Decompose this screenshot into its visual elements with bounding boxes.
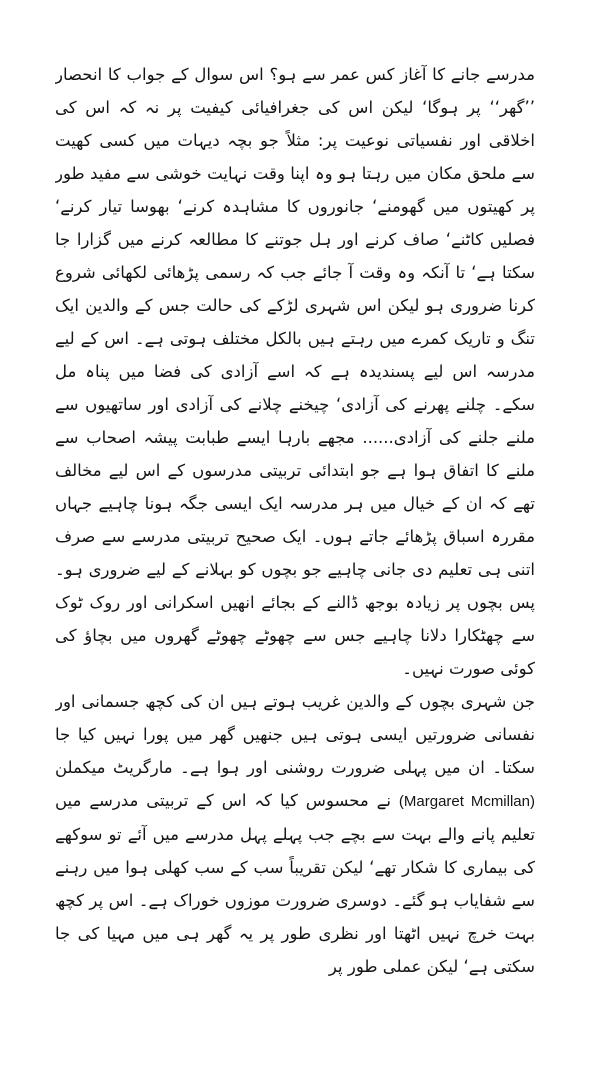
paragraph-2: [55, 685, 535, 983]
paragraph-2-text-after-name: نے محسوس کیا کہ اس کے تربیتی مدرسے میں تعلیم پانے والے بہت سے بچے جب پہلے پہل مدرسے میں آئے تو سوکھے کی بیماری کا شکار تھے‘ لیکن تقریباً سب کے سب کھلی ہوا میں رہنے سے شفایاب ہو گئے۔ دوسری ضرورت موزوں خوراک ہے۔ اس پر کچھ بہت خرچ نہیں اٹھتا اور نظری طور پر یہ گھر ہی میں مہیا کی جا سکتی ہے‘ لیکن عملی طور پر: [55, 791, 535, 976]
english-name: (Margaret Mcmillan): [398, 793, 535, 810]
paragraph-2-text-before-name: جن شہری بچوں کے والدین غریب ہوتے ہیں ان کی کچھ جسمانی اور نفسانی ضرورتیں ایسی ہوتی ہیں جنھیں گھر میں پورا نہیں کیا جا سکتا۔ ان میں پہلی ضرورت روشنی اور ہوا ہے۔ مارگریٹ میکملن: [55, 692, 535, 777]
document-body: [55, 58, 535, 983]
paragraph-1: مدرسے جانے کا آغاز کس عمر سے ہو؟ اس سوال کے جواب کا انحصار ’’گھر‘‘ پر ہوگا‘ لیکن اس کی جغرافیائی کیفیت پر نہ کہ اس کی اخلاقی اور نفسیاتی نوعیت پر: مثلاً جو بچہ دیہات میں کسی کھیت سے ملحق مکان میں رہتا ہو وہ اپنا وقت نہایت خوشی سے مفید طور پر کھیتوں میں گھومنے‘ جانوروں کا مشاہدہ کرنے‘ بھوسا تیار کرنے‘ فصلیں کاٹنے‘ صاف کرنے اور ہل جوتنے کا مطالعہ کرنے میں گزارا جا سکتا ہے‘ تا آنکہ وہ وقت آ جائے جب کہ رسمی پڑھائی لکھائی شروع کرنا ضروری ہو لیکن اس شہری لڑکے کی حالت جس کے والدین ایک تنگ و تاریک کمرے میں رہتے ہیں بالکل مختلف ہوتی ہے۔ اس کے لیے مدرسہ اس لیے پسندیدہ ہے کہ اسے آزادی کی فضا میں پناہ مل سکے۔ چلنے پھرنے کی آزادی‘ چیخنے چلانے کی آزادی اور ساتھیوں سے ملنے جلنے کی آزادی...... مجھے بارہا ایسے طبابت پیشہ اصحاب سے ملنے کا اتفاق ہوا ہے جو ابتدائی تربیتی مدرسوں کے اس لیے مخالف تھے کہ ان کے خیال میں ہر مدرسہ ایک ایسی جگہ ہونا چاہیے جہاں مقررہ اسباق پڑھائے جاتے ہوں۔ ایک صحیح تربیتی مدرسے سے صرف اتنی ہی تعلیم دی جانی چاہیے جو بچوں کو بہلانے کے لیے ضروری ہو۔ پس بچوں پر زیادہ بوجھ ڈالنے کے بجائے انھیں اسکرانی اور روک ٹوک سے چھٹکارا دلانا چاہیے جس سے چھوٹے چھوٹے گھروں میں بچاؤ کی کوئی صورت نہیں۔: [55, 65, 535, 678]
document-page: [55, 58, 535, 1068]
